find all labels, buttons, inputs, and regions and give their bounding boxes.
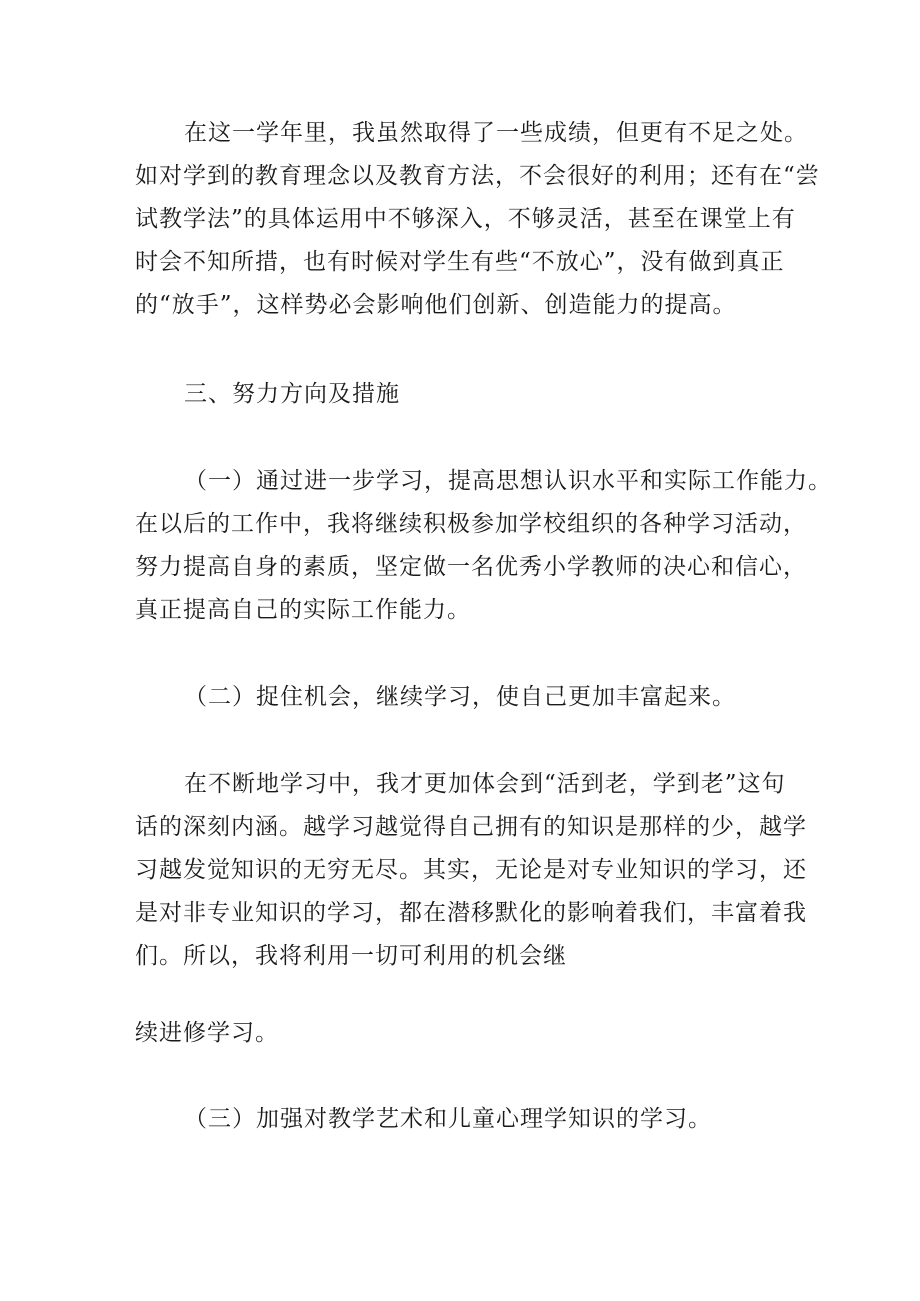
- text-line: 们。所以，我将利用一切可利用的机会继: [135, 943, 567, 969]
- subheading-text: （三）加强对教学艺术和儿童心理学知识的学习。: [184, 1106, 712, 1132]
- text-line: 试教学法”的具体运用中不够深入，不够灵活，甚至在课堂上有: [135, 206, 796, 232]
- text-line: 在这一学年里，我虽然取得了一些成绩，但更有不足之处。: [184, 120, 808, 146]
- text-line: 续进修学习。: [135, 1020, 279, 1046]
- text-line: 在不断地学习中，我才更加体会到“活到老，学到老”这句: [184, 771, 786, 797]
- text-line: 如对学到的教育理念以及教育方法，不会很好的利用；还有在“尝: [135, 163, 820, 189]
- text-line: 习越发觉知识的无穷无尽。其实，无论是对专业知识的学习，还: [135, 857, 807, 883]
- subheading-text: （二）捉住机会，继续学习，使自己更加丰富起来。: [184, 684, 736, 710]
- text-line: 真正提高自己的实际工作能力。: [135, 597, 471, 623]
- text-line: 努力提高自身的素质，坚定做一名优秀小学教师的决心和信心，: [135, 554, 807, 580]
- section-heading-text: 三、努力方向及措施: [184, 381, 400, 407]
- text-line: 在以后的工作中，我将继续积极参加学校组织的各种学习活动，: [135, 511, 807, 537]
- text-line: 是对非专业知识的学习，都在潜移默化的影响着我们，丰富着我: [135, 900, 807, 926]
- text-line: 的“放手”，这样势必会影响他们创新、创造能力的提高。: [135, 292, 737, 318]
- text-line: 话的深刻内涵。越学习越觉得自己拥有的知识是那样的少，越学: [135, 814, 807, 840]
- text-line: 时会不知所措，也有时候对学生有些“不放心”，没有做到真正: [135, 249, 785, 275]
- text-line: （一）通过进一步学习，提高思想认识水平和实际工作能力。: [184, 468, 832, 494]
